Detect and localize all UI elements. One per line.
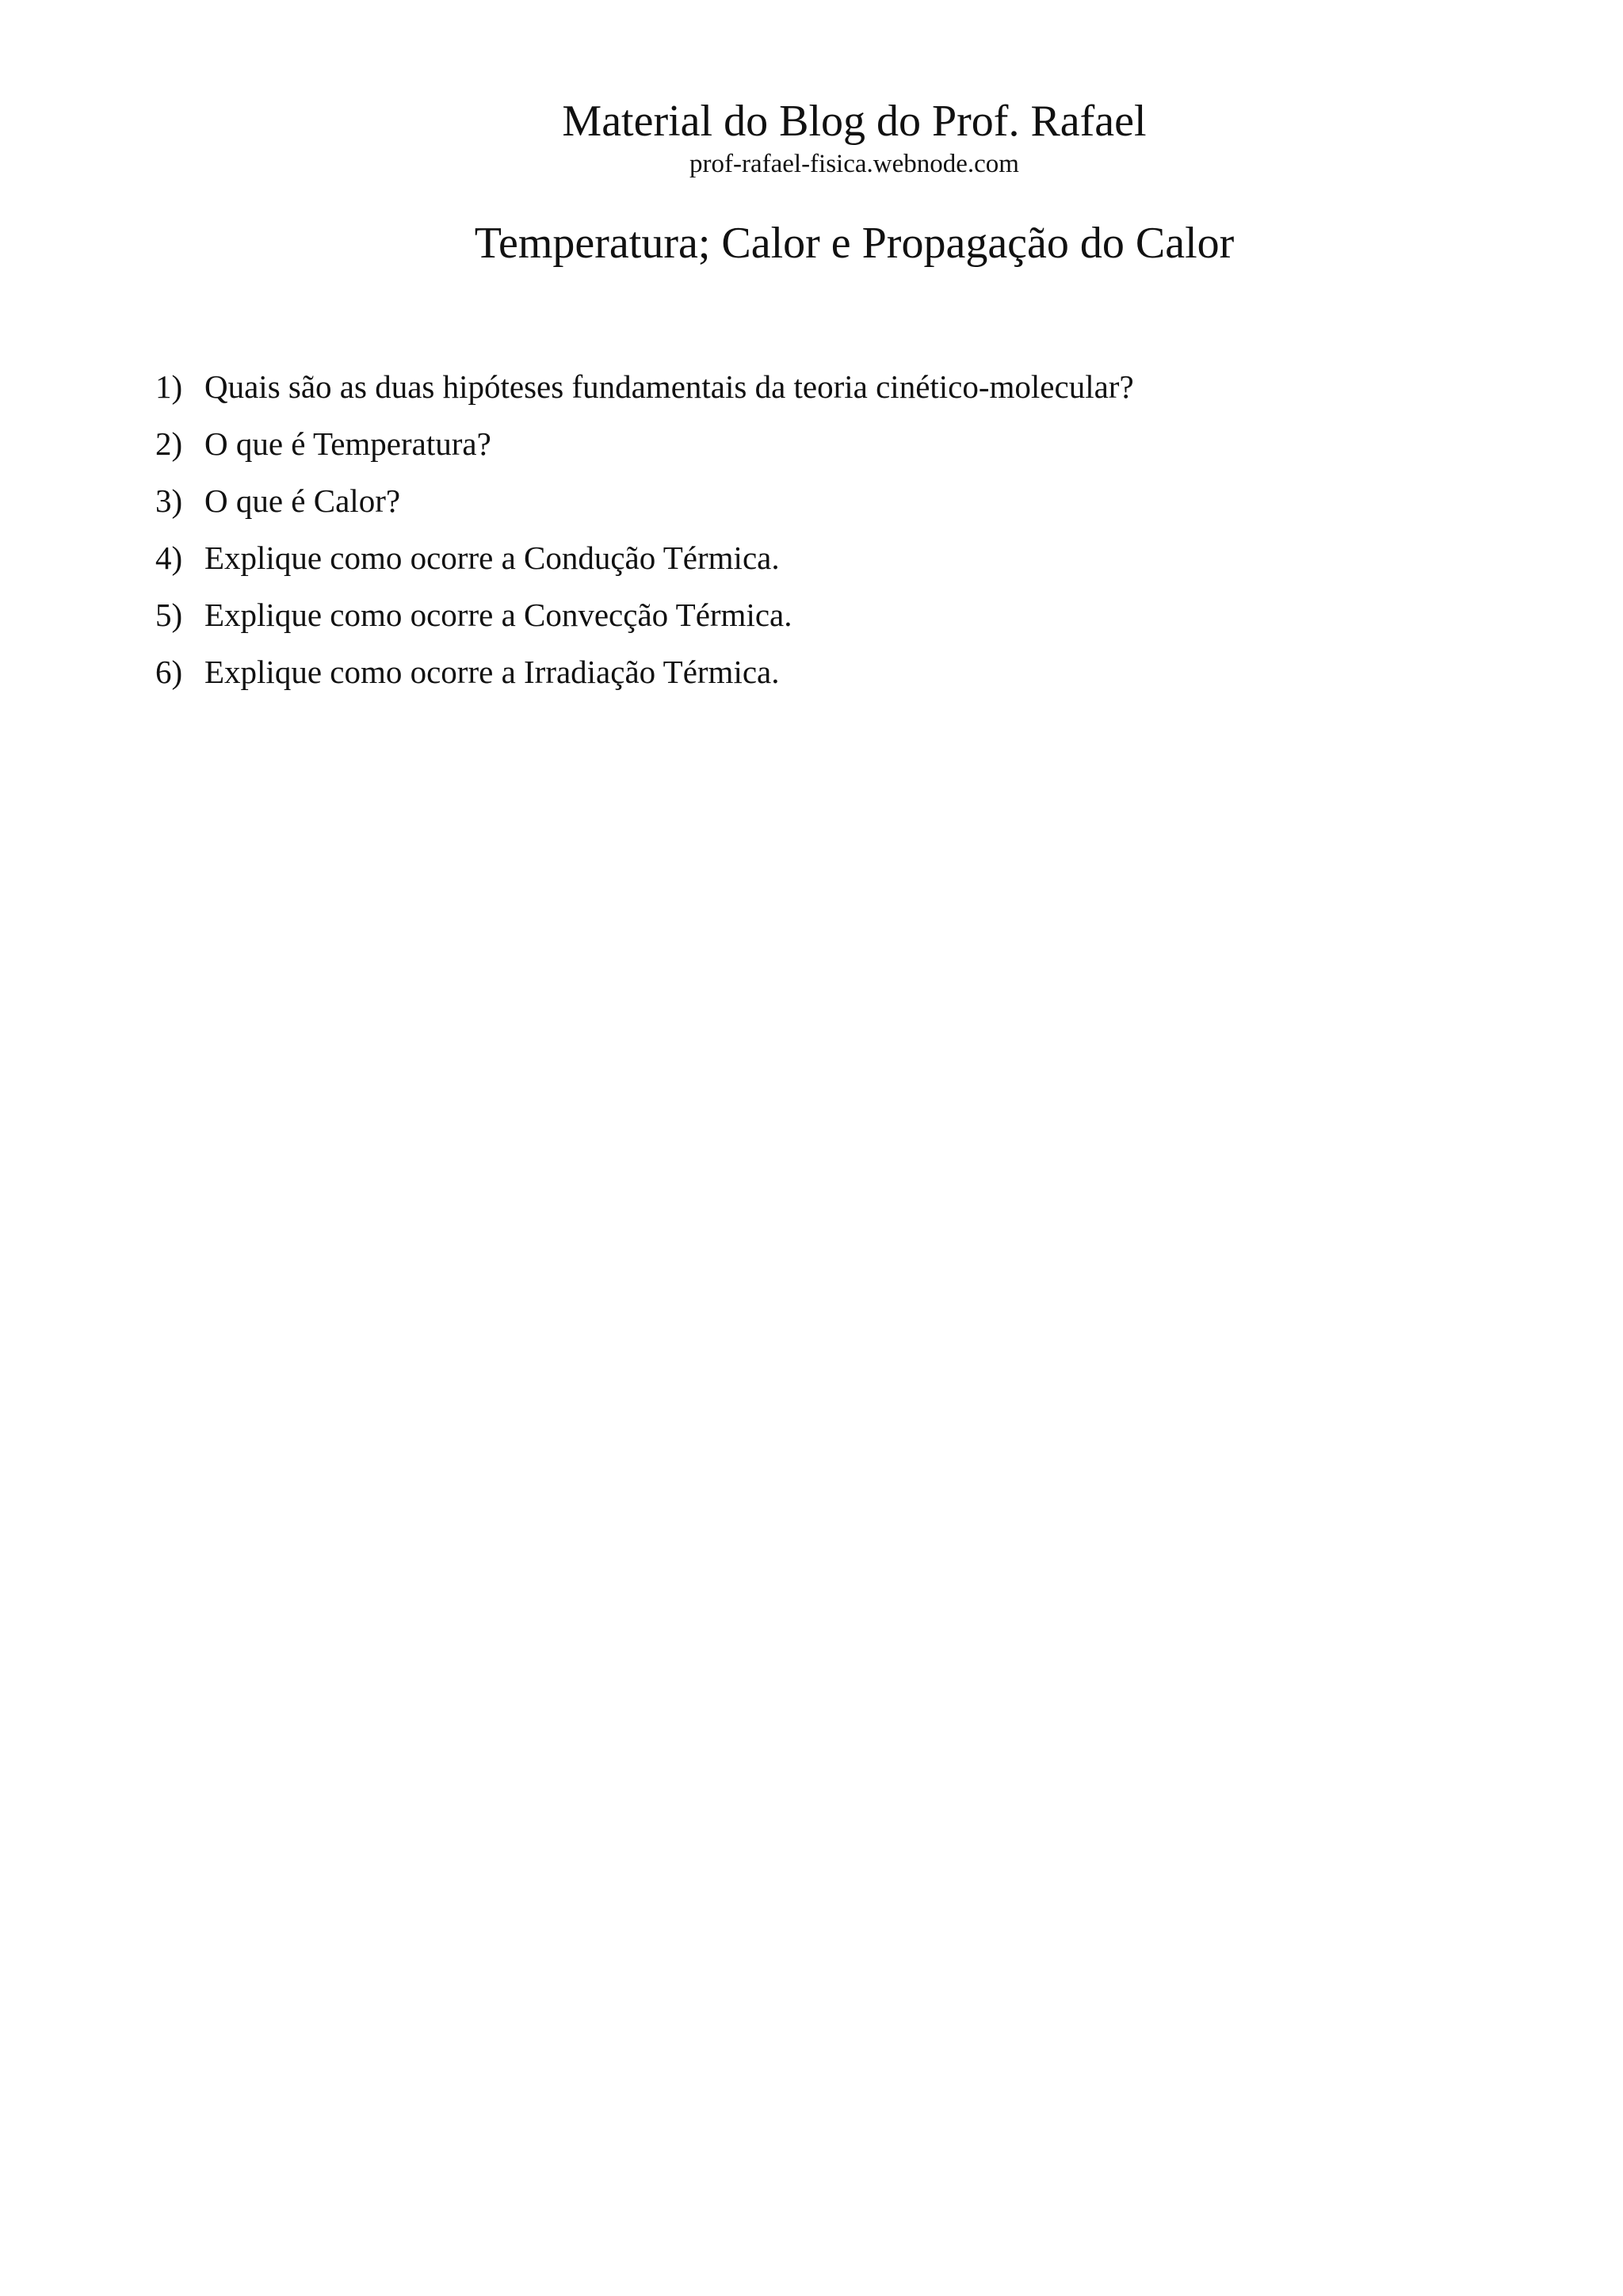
question-number: 4) <box>155 540 183 576</box>
question-number: 6) <box>155 654 183 690</box>
question-number: 1) <box>155 368 183 405</box>
question-text: Explique como ocorre a Irradiação Térmica. <box>204 654 780 690</box>
question-text: Quais são as duas hipóteses fundamentais da teoria cinético-molecular? <box>204 368 1134 405</box>
page-title: Temperatura; Calor e Propagação do Calor <box>474 219 1235 268</box>
question-text: O que é Temperatura? <box>204 425 491 462</box>
blog-title: Material do Blog do Prof. Rafael <box>562 97 1147 146</box>
question-number: 2) <box>155 425 183 462</box>
blog-url: prof-rafael-fisica.webnode.com <box>689 150 1019 178</box>
question-number: 3) <box>155 482 183 519</box>
question-number: 5) <box>155 597 183 633</box>
question-text: O que é Calor? <box>204 482 401 519</box>
question-text: Explique como ocorre a Condução Térmica. <box>204 540 780 576</box>
question-text: Explique como ocorre a Convecção Térmica. <box>204 597 792 633</box>
